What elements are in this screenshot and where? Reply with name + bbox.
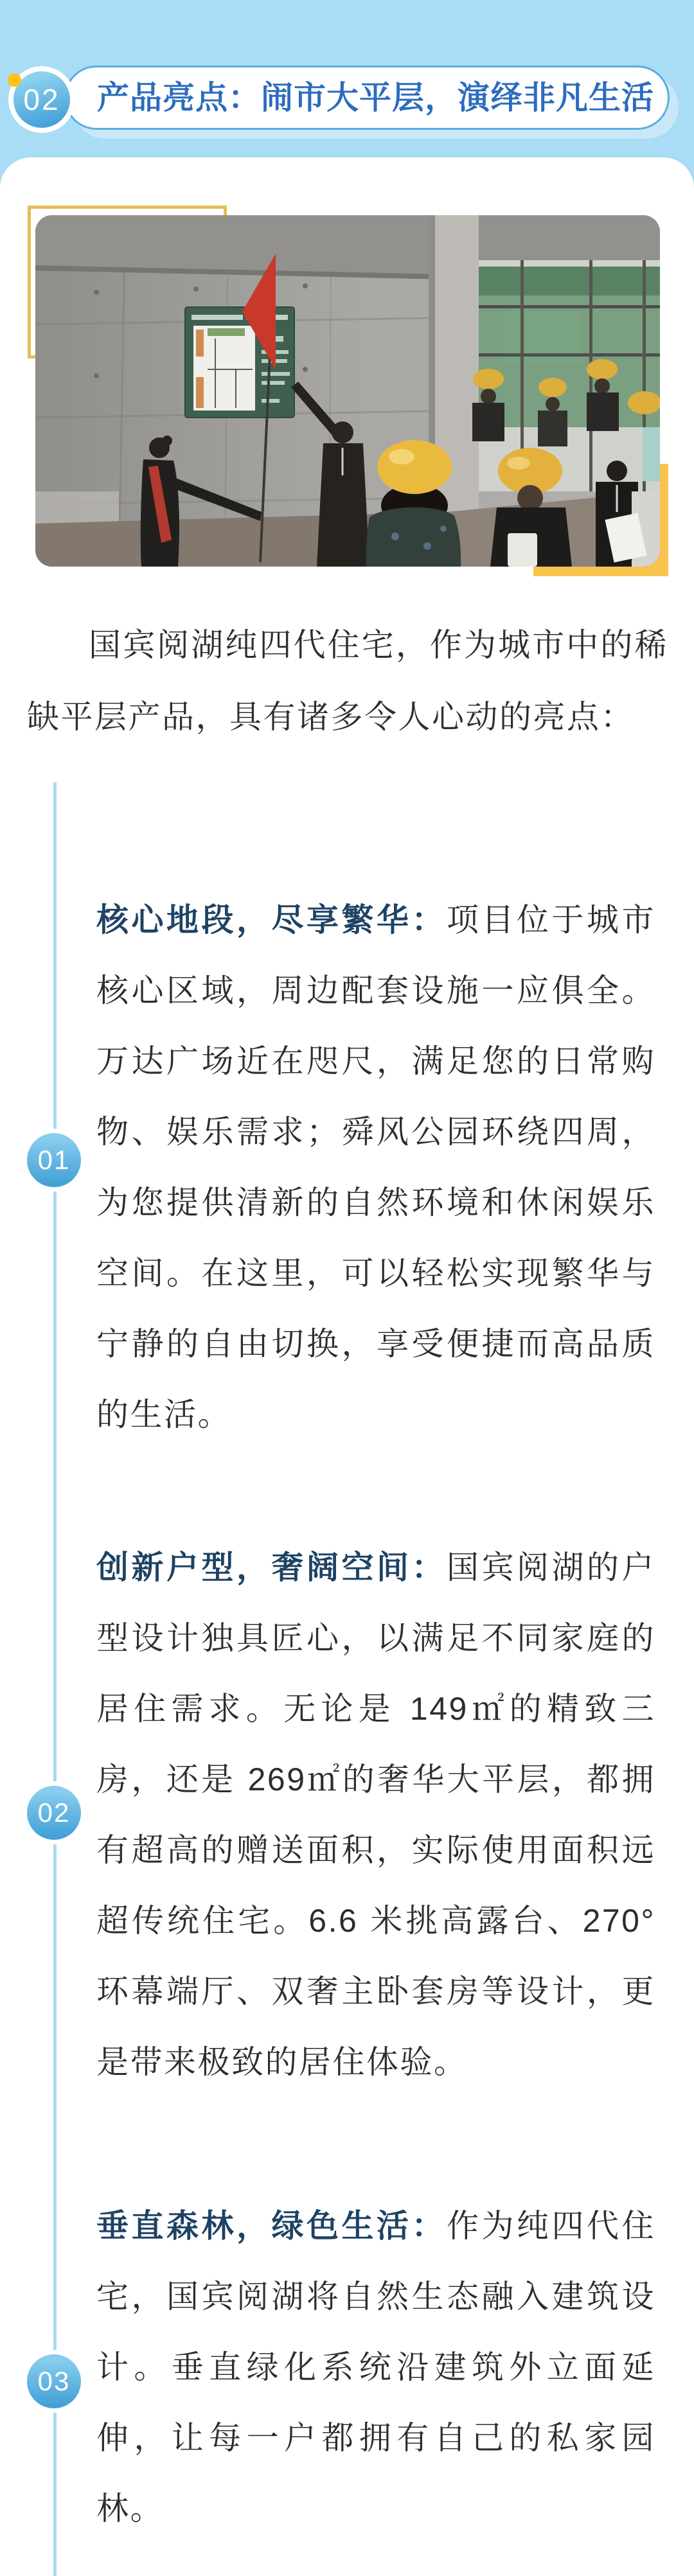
- section-1-heading: 核心地段，尽享繁华：: [96, 902, 447, 938]
- highlight-section-2: [96, 1532, 655, 2097]
- section-number-text: 02: [23, 83, 60, 116]
- section-1-body: 项目位于城市核心区域，周边配套设施一应俱全。万达广场近在咫尺，满足您的日常购物、娱乐需求；舜风公园环绕四周，为您提供清新的自然环境和休闲娱乐空间。在这里，可以轻松实现繁华与宁静的自由切换，享受便捷而高品质的生活。: [96, 902, 655, 1433]
- section-3-paragraph: [96, 2191, 655, 2544]
- timeline-badge-03: [22, 2350, 85, 2413]
- sign-board: [185, 307, 294, 418]
- timeline-badge-02-text: 02: [37, 1797, 71, 1828]
- section-2-heading: 创新户型，奢阔空间：: [96, 1549, 447, 1585]
- construction-tour-photo: [35, 215, 660, 567]
- section-2-body: 国宾阅湖的户型设计独具匠心，以满足不同家庭的居住需求。无论是 149㎡的精致三房，还是 269㎡的奢华大平层，都拥有超高的赠送面积，实际使用面积远超传统住宅。6.6 米挑高露台、270°环幕端厅、双奢主卧套房等设计，更是带来极致的居住体验。: [96, 1549, 655, 2080]
- timeline-badge-01: [22, 1129, 85, 1192]
- timeline-badge-01-text: 01: [37, 1145, 71, 1175]
- timeline-badge-03-text: 03: [37, 2366, 71, 2396]
- highlight-section-1: [96, 885, 655, 1450]
- decorative-yellow-dot: [8, 73, 21, 87]
- section-1-paragraph: [96, 885, 655, 1450]
- section-2-paragraph: [96, 1532, 655, 2097]
- section-header-title: 产品亮点：闹市大平层，演绎非凡生活: [97, 80, 654, 116]
- timeline-line: [53, 782, 57, 2576]
- section-3-body: 作为纯四代住宅，国宾阅湖将自然生态融入建筑设计。垂直绿化系统沿建筑外立面延伸，让每一户都拥有自己的私家园林。: [96, 2208, 655, 2527]
- highlight-section-3: [96, 2191, 655, 2544]
- section-3-heading: 垂直森林，绿色生活：: [96, 2208, 447, 2244]
- timeline-badge-02: [22, 1781, 85, 1844]
- intro-paragraph: 国宾阅湖纯四代住宅，作为城市中的稀缺平层产品，具有诸多令人心动的亮点：: [27, 627, 668, 735]
- section-header-bar: [64, 66, 670, 130]
- floor-plan: [193, 326, 255, 410]
